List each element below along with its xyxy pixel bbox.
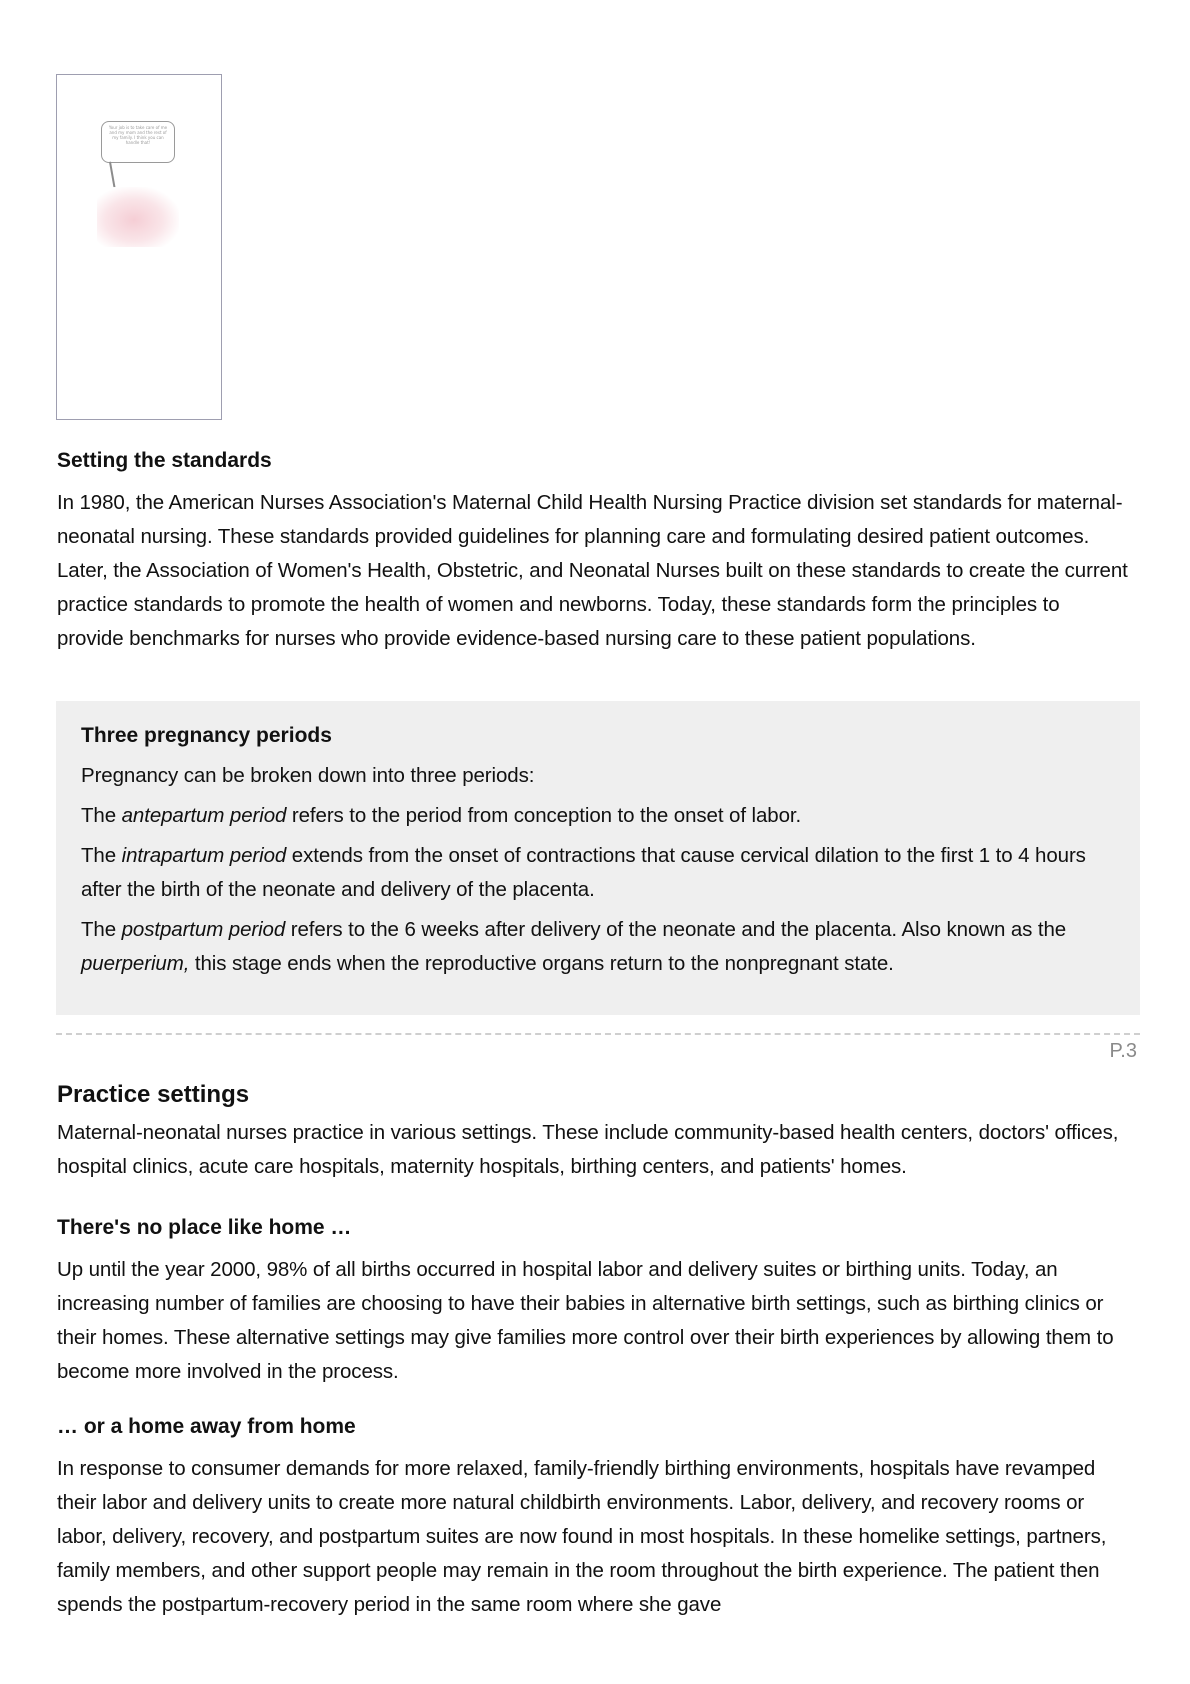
no-place-like-home-paragraph: Up until the year 2000, 98% of all births occurred in hospital labor and delivery suites or birthing units. Today, an increasing number of families are choosing to have their babies in alternative birth settings, such as birthing clinics or their homes. These alternative settings may give families more control over their birth experiences by allowing them to become more involved in the process. <box>57 1258 1114 1383</box>
no-place-like-home-section <box>57 1215 1130 1389</box>
intrapartum-paragraph: The intrapartum period extends from the onset of contractions that cause cervical dilation to the first 1 to 4 hours after the birth of the neonate and delivery of the placenta. <box>81 844 1086 901</box>
pregnancy-periods-heading: Three pregnancy periods <box>81 724 332 747</box>
home-away-section <box>57 1414 1130 1622</box>
page-break-divider <box>56 1033 1140 1035</box>
setting-standards-paragraph: In 1980, the American Nurses Association's Maternal Child Health Nursing Practice division set standards for maternal-neonatal nursing. These standards provided guidelines for planning care and formulating desired patient outcomes. Later, the Association of Women's Health, Obstetric, and Neonatal Nurses built on these standards to create the current practice standards to promote the health of women and newborns. Today, these standards form the principles to provide benchmarks for nurses who provide evidence-based nursing care to these patient populations. <box>57 491 1128 650</box>
postpartum-paragraph: The postpartum period refers to the 6 weeks after delivery of the neonate and the placenta. Also known as the puerperium, this stage ends when the reproductive organs return to the nonpregnant state. <box>81 918 1067 975</box>
intrapartum-term: intrapartum period <box>121 844 287 867</box>
home-away-heading: … or a home away from home <box>57 1415 356 1438</box>
antepartum-term: antepartum period <box>121 804 287 827</box>
setting-standards-section <box>57 448 1130 656</box>
practice-settings-paragraph: Maternal-neonatal nurses practice in various settings. These include community-based health centers, doctors' offices, hospital clinics, acute care hospitals, maternity hospitals, birthing centers, and patients' homes. <box>57 1121 1119 1178</box>
antepartum-paragraph: The antepartum period refers to the period from conception to the onset of labor. <box>81 804 802 827</box>
page-number: P.3 <box>1109 1040 1137 1062</box>
postpartum-term: postpartum period <box>121 918 286 941</box>
setting-standards-heading: Setting the standards <box>57 449 272 472</box>
practice-settings-section <box>57 1080 1130 1184</box>
cartoon-illustration <box>56 74 222 420</box>
speech-bubble-tail <box>109 162 115 188</box>
home-away-paragraph: In response to consumer demands for more relaxed, family-friendly birthing environments, hospitals have revamped their labor and delivery units to create more natural childbirth environments. Labor, delivery, and recovery rooms or labor, delivery, recovery, and postpartum suites are now found in most hospitals. In these homelike settings, partners, family members, and other support people may remain in the room throughout the birth experience. The patient then spends the postpartum-recovery period in the same room where she gave <box>57 1457 1107 1616</box>
pregnancy-periods-intro: Pregnancy can be broken down into three periods: <box>81 764 535 787</box>
no-place-like-home-heading: There's no place like home … <box>57 1216 352 1239</box>
puerperium-term: puerperium, <box>81 952 190 975</box>
pregnancy-periods-box <box>56 701 1140 1015</box>
baby-drawing <box>97 187 179 247</box>
speech-bubble: Your job is to take care of me and my mom and the rest of my family. I think you can handle that! <box>101 121 175 163</box>
practice-settings-heading: Practice settings <box>57 1081 250 1108</box>
